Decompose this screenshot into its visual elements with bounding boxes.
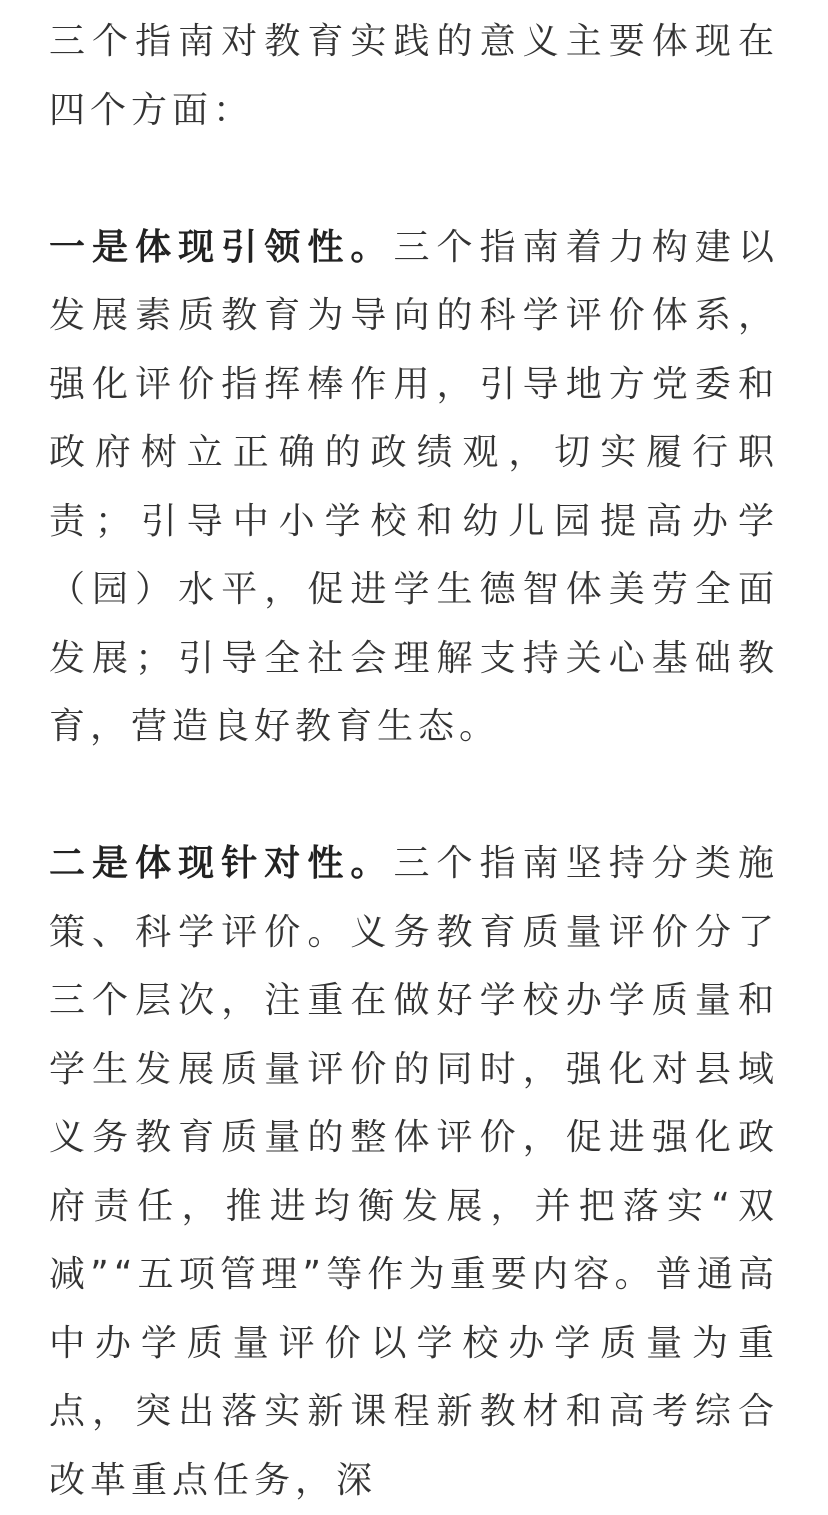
article-body (49, 8, 779, 1515)
point-1-text: 三个指南着力构建以发展素质教育为导向的科学评价体系，强化评价指挥棒作用，引导地方党委和政府树立正确的政绩观，切实履行职责；引导中小学校和幼儿园提高办学（园）水平，促进学生德智体美劳全面发展；引导全社会理解支持关心基础教育，营造良好教育生态。 (49, 226, 779, 747)
point-paragraph-2 (49, 830, 779, 1515)
point-1-lead: 一是体现引领性。 (49, 226, 394, 268)
point-2-lead: 二是体现针对性。 (49, 843, 394, 884)
point-paragraph-1 (49, 214, 779, 762)
point-2-text: 三个指南坚持分类施策、科学评价。义务教育质量评价分了三个层次，注重在做好学校办学质量和学生发展质量评价的同时，强化对县域义务教育质量的整体评价，促进强化政府责任，推进均衡发展，并把落实“双减”“五项管理”等作为重要内容。普通高中办学质量评价以学校办学质量为重点，突出落实新课程新教材和高考综合改革重点任务，深 (49, 843, 779, 1501)
intro-paragraph: 三个指南对教育实践的意义主要体现在四个方面： (49, 21, 779, 131)
